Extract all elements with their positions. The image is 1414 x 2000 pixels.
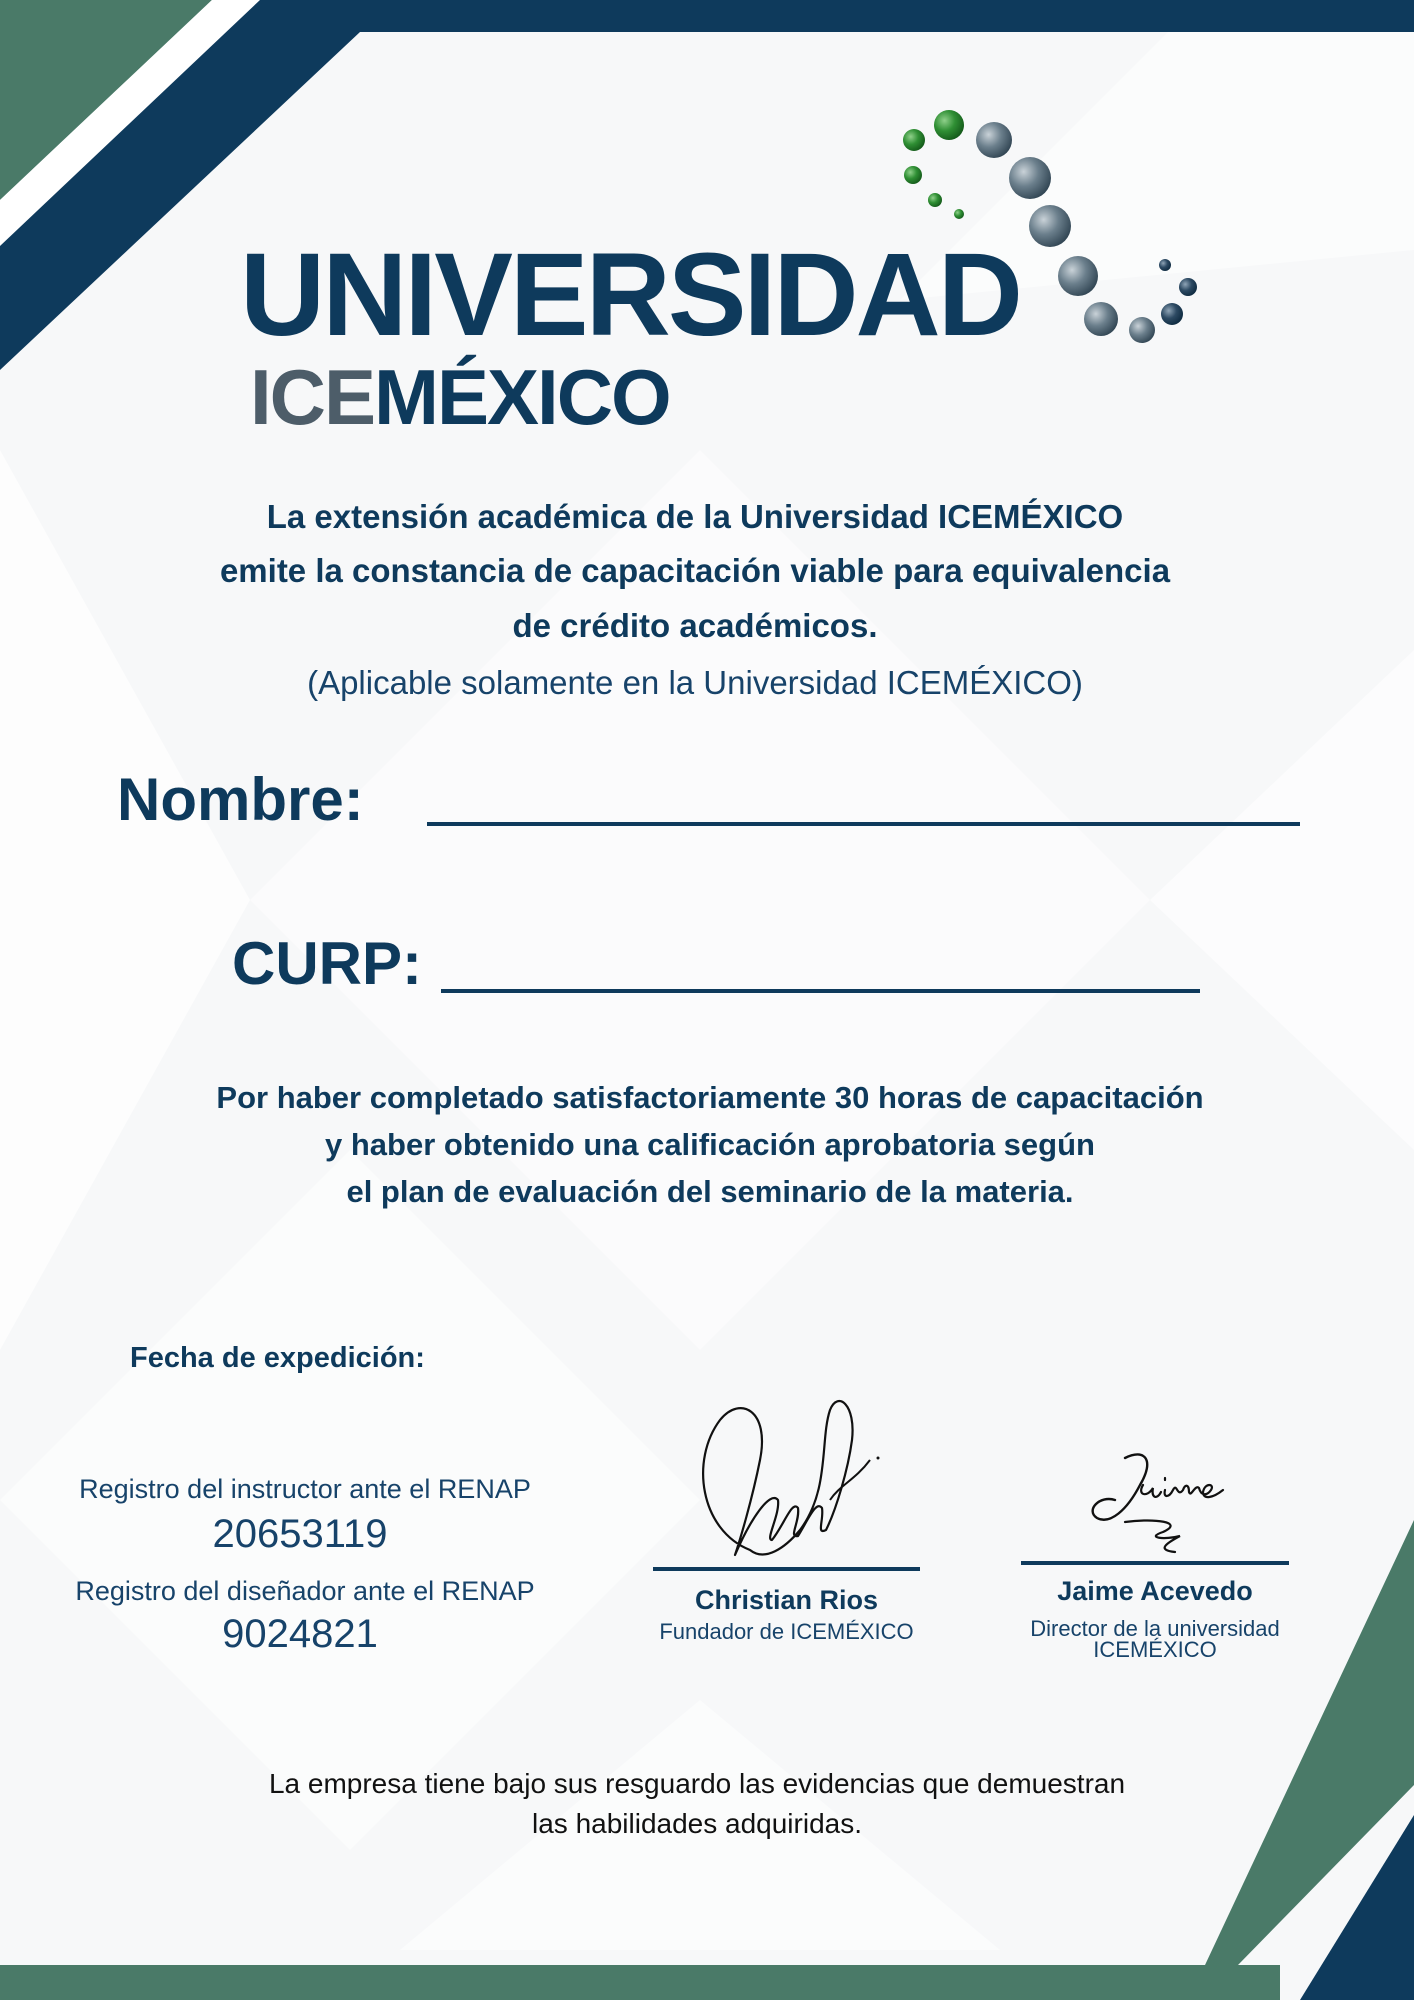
designer-registry-label: Registro del diseñador ante el RENAP [75, 1576, 535, 1606]
intro-line-2: emite la constancia de capacitación viable para equivalencia [219, 552, 1171, 589]
signatory-2-name: Jaime Acevedo [1057, 1576, 1253, 1606]
logo-wordmark-universidad: UNIVERSIDAD [240, 229, 1020, 361]
intro-line-3: de crédito académicos. [512, 607, 878, 644]
signature-christian-rios [680, 1350, 890, 1575]
body-line-1: Por haber completado satisfactoriamente 30 horas de capacitación [216, 1080, 1204, 1115]
designer-registry-value: 9024821 [222, 1612, 378, 1656]
logo-ice: ICE [250, 353, 375, 441]
signatory-1-role: Fundador de ICEMÉXICO [659, 1619, 914, 1644]
instructor-registry-label: Registro del instructor ante el RENAP [79, 1474, 531, 1504]
bottom-stripe [0, 1965, 1280, 2000]
intro-note: (Aplicable solamente en la Universidad ICEMÉXICO) [307, 664, 1083, 701]
instructor-registry-value: 20653119 [212, 1512, 388, 1556]
signatory-1-name: Christian Rios [694, 1585, 879, 1615]
footer-line-2: las habilidades adquiridas. [532, 1808, 862, 1839]
signatory-2-role: Director de la universidad ICEMÉXICO [1030, 1616, 1280, 1662]
intro-line-1: La extensión académica de la Universidad ICEMÉXICO [266, 498, 1124, 535]
logo-mexico: MÉXICO [374, 353, 670, 441]
issue-date-label: Fecha de expedición: [130, 1342, 425, 1374]
curp-label: CURP: [232, 930, 422, 997]
curp-field-line[interactable] [441, 989, 1200, 993]
body-line-3: el plan de evaluación del seminario de la materia. [346, 1174, 1074, 1209]
name-field-line[interactable] [427, 822, 1300, 826]
name-label: Nombre: [117, 766, 364, 833]
signature-jaime-acevedo [1085, 1440, 1245, 1560]
logo-wordmark-icemexico [250, 353, 670, 441]
signature-line-2 [1021, 1561, 1289, 1565]
signature-line-1 [653, 1567, 920, 1571]
body-line-2: y haber obtenido una calificación aprobatoria según [325, 1127, 1095, 1162]
footer-line-1: La empresa tiene bajo sus resguardo las evidencias que demuestran [268, 1768, 1126, 1799]
